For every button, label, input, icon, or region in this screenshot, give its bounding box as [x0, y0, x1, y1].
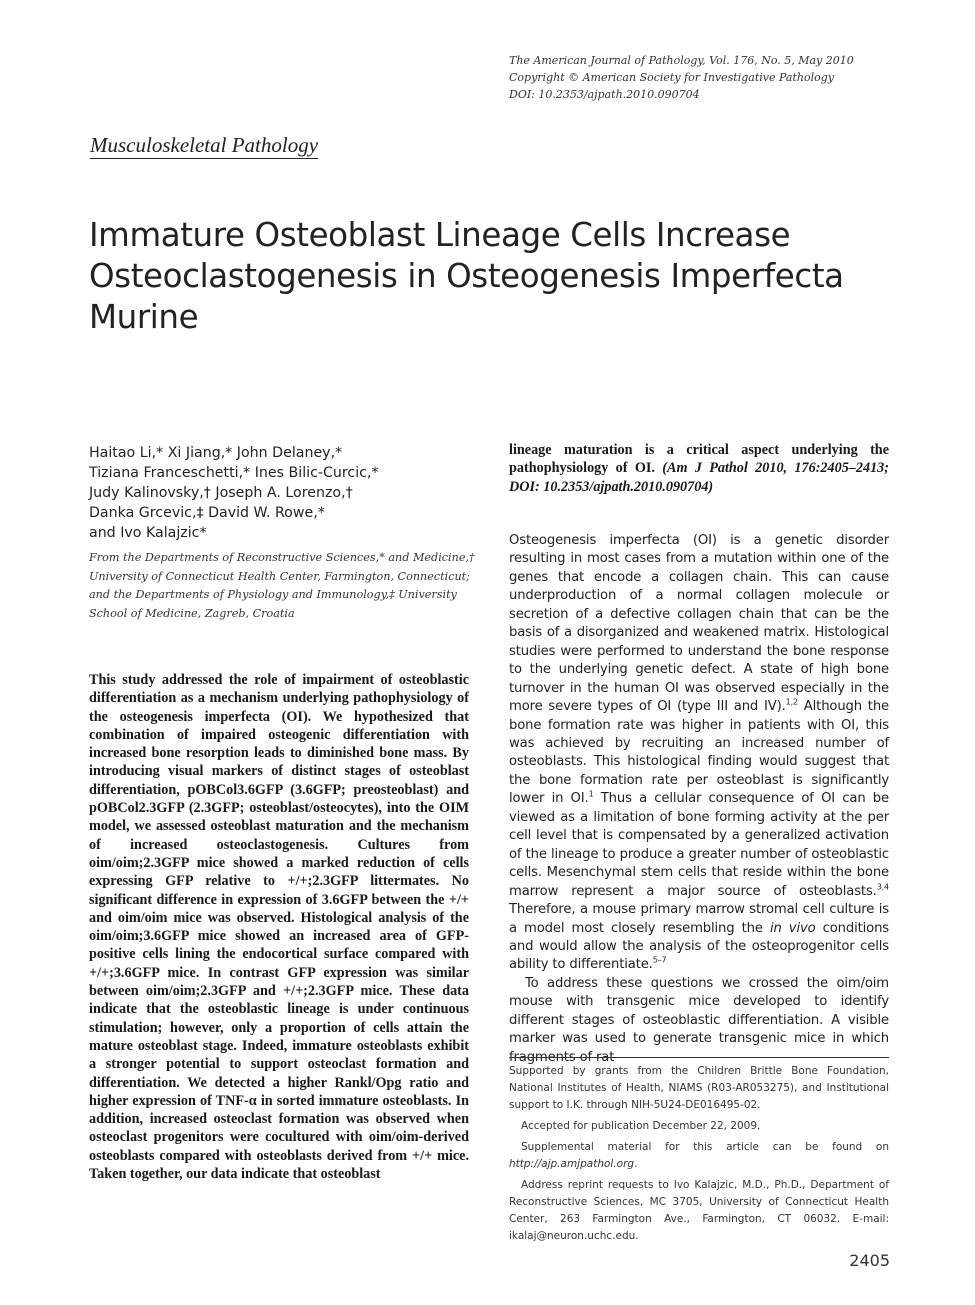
body-text-span: Therefore, a mouse primary marrow stromal cell culture is a model most closely resembling the [509, 902, 889, 936]
author-line: Judy Kalinovsky,† Joseph A. Lorenzo,† [89, 485, 353, 501]
reference-marker: 1 [588, 789, 594, 799]
in-vivo-term: in vivo [769, 920, 816, 936]
journal-header [509, 52, 929, 103]
reference-marker: 3,4 [876, 882, 889, 892]
supplemental-note [509, 1139, 889, 1173]
journal-doi: DOI: 10.2353/ajpath.2010.090704 [509, 88, 700, 101]
body-paragraph-2: To address these questions we crossed the oim/oim mouse with transgenic mice developed to identify different stages of osteoblastic differentiation. A visible marker was used to generate transgenic mice in which fragments of rat [509, 975, 889, 1065]
abstract-part-2 [509, 441, 889, 496]
supplemental-text: . [634, 1158, 638, 1170]
reference-marker: 5–7 [652, 956, 667, 966]
author-list [89, 443, 489, 543]
body-text-span: Thus a cellular consequence of OI can be viewed as a limitation of bone forming activity at the per cell level that is compensated by a generalized activation of the lineage to produce a greater number of osteoblastic cells. Mesenchymal stem cells that reside within the bone marrow represent a major source of osteoblasts. [509, 791, 889, 899]
abstract-part-1: This study addressed the role of impairment of osteoblastic differentiation as a mechanism underlying pathophysiology of the osteogenesis imperfecta (OI). We hypothesized that combination of impaired osteogenic differentiation with increased bone resorption leads to diminished bone mass. By introducing visual markers of distinct stages of osteoblast differentiation, pOBCol3.6GFP (3.6GFP; preosteoblast) and pOBCol2.3GFP (2.3GFP; osteoblast/osteocytes), into the OIM model, we assessed osteoblast maturation and the mechanism of increased osteoclastogenesis. Cultures from oim/oim;2.3GFP mice showed a marked reduction of cells expressing GFP relative to +/+;2.3GFP littermates. No significant difference in expression of 3.6GFP between the +/+ and oim/oim mice was observed. Histological analysis of the oim/oim;3.6GFP mice showed an increased area of GFP-positive cells lining the endocortical surface compared with +/+;3.6GFP mice. In contrast GFP expression was similar between oim/oim;2.3GFP and +/+;2.3GFP mice. These data indicate that the osteoblastic lineage is under continuous stimulation; however, only a proportion of cells attain the mature osteoblast stage. Indeed, immature osteoblasts exhibit a stronger potential to support osteoclast formation and differentiation. We detected a higher Rankl/Opg ratio and higher expression of TNF-α in sorted immature osteoblasts. In addition, increased osteoclast formation was observed when osteoclast progenitors were cocultured with oim/oim-derived osteoblasts compared with osteoblasts derived from +/+ mice. Taken together, our data indicate that osteoblast [89, 672, 469, 1183]
body-text-span: Although the bone formation rate was higher in patients with OI, this was achieved by recruiting an increased number of osteoblasts. This histological finding would suggest that the bone formation rate per osteoblast is significantly lower in OI. [509, 699, 889, 807]
footnotes [509, 1063, 889, 1249]
supplemental-link[interactable]: http://ajp.amjpathol.org [509, 1158, 635, 1170]
abstract-ending: lineage maturation is a critical aspect underlying the pathophysiology of OI. [509, 442, 889, 477]
journal-copyright: Copyright © American Society for Investigative Pathology [509, 71, 834, 84]
body-text [509, 532, 889, 1067]
body-text-span: conditions and would allow the analysis of the osteoprogenitor cells ability to differentiate. [509, 920, 889, 973]
page-number: 2405 [849, 1251, 890, 1270]
author-line: Danka Grcevic,‡ David W. Rowe,* [89, 505, 325, 521]
body-text-span: Osteogenesis imperfecta (OI) is a genetic disorder resulting in most cases from a mutation within one of the genes that encode a collagen chain. This can cause underproduction of a normal collagen molecule or secretion of a defective collagen chain that can be the basis of a disorganized and weakened matrix. Histological studies were performed to understand the bone response to the underlying genetic defect. A state of high bone turnover in the human OI was observed especially in the more severe types of OI (type III and IV). [509, 533, 889, 715]
author-line: Tiziana Franceschetti,* Ines Bilic-Curcic,* [89, 465, 379, 481]
author-line: and Ivo Kalajzic* [89, 525, 207, 541]
funding-note: Supported by grants from the Children Brittle Bone Foundation, National Institutes of Health, NIAMS (R03-AR053275), and Institutional support to I.K. through NIH-5U24-DE016495-02. [509, 1065, 889, 1111]
reprint-note: Address reprint requests to Ivo Kalajzic, M.D., Ph.D., Department of Reconstructive Sciences, MC 3705, University of Connecticut Health Center, 263 Farmington Ave., Farmington, CT 06032. E-mail: ikalaj@neuron.uchc.edu. [509, 1179, 889, 1242]
body-paragraph-1 [509, 532, 889, 975]
abstract-citation: (Am J Pathol 2010, 176:2405–2413; DOI: 10.2353/ajpath.2010.090704) [509, 460, 889, 495]
section-heading: Musculoskeletal Pathology [90, 133, 319, 157]
supplemental-text: Supplemental material for this article can be found on [521, 1141, 889, 1153]
accepted-note: Accepted for publication December 22, 2009. [521, 1120, 761, 1132]
journal-citation: The American Journal of Pathology, Vol. 176, No. 5, May 2010 [509, 54, 854, 67]
footnote-divider [509, 1057, 889, 1058]
reference-marker: 1,2 [785, 697, 798, 707]
author-line: Haitao Li,* Xi Jiang,* John Delaney,* [89, 445, 343, 461]
article-title: Immature Osteoblast Lineage Cells Increase Osteoclastogenesis in Osteogenesis Imperfecta Murine [89, 216, 844, 336]
affiliations: From the Departments of Reconstructive Sciences,* and Medicine,† University of Connecticut Health Center, Farmington, Connecticut; and the Departments of Physiology and Immunology,‡ University School of Medicine, Zagreb, Croatia [89, 551, 475, 620]
